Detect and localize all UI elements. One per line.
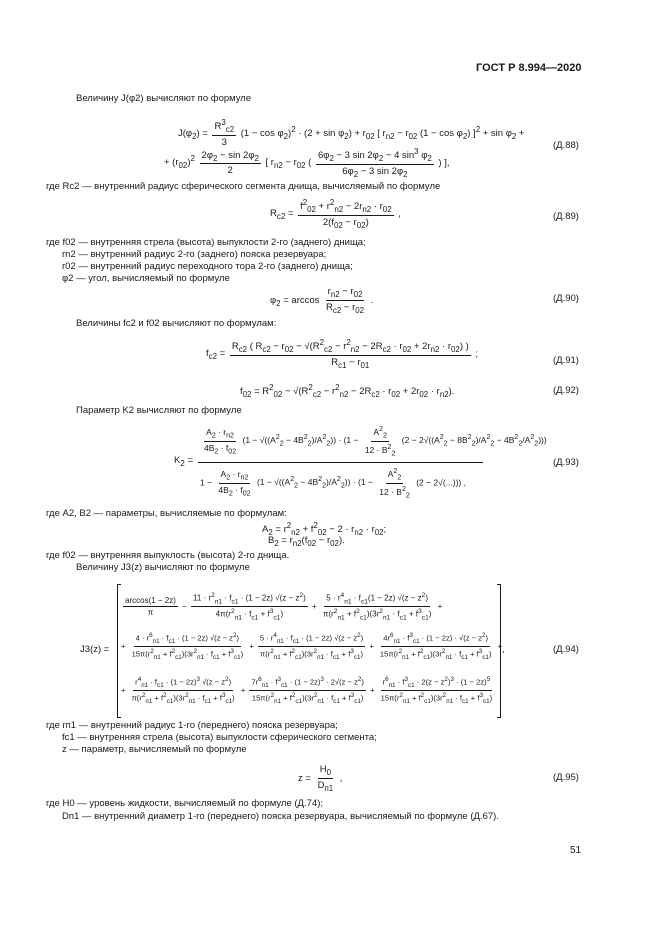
paragraph-dp1: Dп1 — внутренний диаметр 1-го (переднего) пояска резервуара, вычисляемый по формуле (Д.67).	[62, 811, 499, 822]
formula-d93-fraction-bar	[198, 462, 483, 463]
paragraph-intro-j: Величину J(φ2) вычисляют по формуле	[76, 93, 252, 104]
paragraph-fc2-f02: Величины fc2 и f02 вычисляют по формулам:	[76, 318, 277, 329]
equation-number-d91: (Д.91)	[553, 355, 579, 366]
equation-number-d94: (Д.94)	[553, 644, 579, 655]
paragraph-k2: Параметр K2 вычисляют по формуле	[76, 405, 242, 416]
equation-number-d89: (Д.89)	[553, 211, 579, 222]
paragraph-rp1: где rп1 — внутренний радиус 1-го (переднего) пояска резервуара;	[46, 720, 338, 731]
formula-d94-row3: + $\frac{r^4_{п1} \cdot f_{c1} \cdot (1 - 2z)^3 √(z - z^2)}{\pi(r^2_{п1} + f^2_{c1})(3r^2_{п1} \cdot f_{c1} + f^3_{c1})}$ + $\frac{7r^6_{п1} \cdot f^3_{c1} \cdot (1 - 2z)^3 \cdot 2√(z - z^2)}{15\pi(r^2_{п1} + f^2_{c1})(3r^2_{п1} \cdot f_{c1} + f^3_{c1})}$ + $\frac{r^6_{п1} \cdot f^3_{c1} \cdot 2(z - z^2)^3 \cdot (1 - 2z)^5}{15\pi(r^2_{п1} + f^2_{c1})(3r^2_{п1} \cdot f_{c1} + f^3_{c1})}$	[121, 676, 493, 706]
formula-d88-line1: $J(\varphi_2)$ = $\frac{R^3_{c2}}{3}$ $(1 - \cos \varphi_2)^2 \cdot (2 + \sin \varphi_2) + r_{02}$ [ $r_{n2} - r_{02}$ $(1 - \cos \varphi_2)$ ]$^2 + \sin \varphi_2$ +	[178, 118, 525, 149]
formula-d93-denominator: 1 − $\frac{A_2 \cdot r_{n2}}{4B_2 \cdot f_{02}}$ $(1 - √((A^2_2 - 4B^2_2)/A^2_2)) \cdot (1$ − $\frac{A^2_2}{12 \cdot B^2_2}$ (2 − 2√(...))) ,	[200, 467, 466, 500]
formula-d94-comma: ,	[502, 644, 505, 655]
equation-number-d90: (Д.90)	[553, 293, 579, 304]
standard-header: ГОСТ Р 8.994—2020	[476, 62, 582, 74]
paragraph-a2-b2: где A2, B2 — параметры, вычисляемые по формулам:	[46, 508, 287, 519]
paragraph-r02: r02 — внутренний радиус переходного тора 2-го (заднего) днища;	[62, 261, 353, 272]
formula-d89: $R_{c2}$ = $\frac{f^2_{02} + r^2_{n2} - 2r_{n2} \cdot r_{02}}{2(f_{02} - r_{02})}$ ,	[270, 198, 401, 230]
paragraph-z: z — параметр, вычисляемый по формуле	[62, 744, 247, 755]
formula-d92: $f_{02} = R^2_{02} - √(R^2_{c2} - r^2_{n2} - 2R_{c2} \cdot r_{02} + 2r_{02} \cdot r_{n2})$.	[240, 383, 455, 400]
formula-d93-lhs: $K_2$ =	[174, 455, 193, 468]
formula-d95: z = $\frac{H_0}{D_{п1}}$ ,	[298, 764, 343, 793]
formula-d93-numerator: $\frac{A_2 \cdot r_{n2}}{4B_2 \cdot f_{02}}$ $(1 - √((A^2_2 - 4B^2_2)/A^2_2)) \cdot (1$ − $\frac{A^2_2}{12 \cdot B^2_2}$ $(2 - 2√((A^2_2 - 8B^2_2)/A^2_2 - 4B^2_2/A^2_2))$)	[204, 425, 547, 458]
paragraph-phi2: φ2 — угол, вычисляемый по формуле	[62, 273, 230, 284]
equation-number-d88: (Д.88)	[553, 140, 579, 151]
paragraph-j3: Величину J3(z) вычисляют по формуле	[76, 562, 250, 573]
paragraph-fc1: fc1 — внутренняя стрела (высота) выпуклости сферического сегмента;	[62, 732, 377, 743]
equation-number-d93: (Д.93)	[553, 457, 579, 468]
formula-d90: $\varphi_2 = \arccos$ $\frac{r_{n2} - r_{02}}{R_{c2} - r_{02}}$ .	[270, 286, 374, 315]
equation-number-d95: (Д.95)	[553, 772, 579, 783]
page-number: 51	[570, 845, 582, 856]
formula-d94-row1: $\frac{\arccos(1 - 2z)}{\pi}$ − $\frac{11 \cdot r^2_{п1} \cdot f_{c1} \cdot (1 - 2z) √(z - z^2)}{4\pi(r^2_{п1} \cdot f_{c1} + f^3_{c1})}$ + $\frac{5 \cdot r^4_{п1} \cdot f_{c1}(1 - 2z) √(z - z^2)}{\pi(r^2_{п1} + f^2_{c1})(3r^2_{п1} \cdot f_{c1} + f^3_{c1})}$ +	[125, 592, 443, 622]
formula-d91: $f_{c2}$ = $\frac{R_{c2} ( R_{c2} - r_{02} - √(R^2_{c2} - r^2_{n2} - 2R_{c2} \cdot r_{02} + 2r_{n2} \cdot r_{02}) )}{R_{c1} - r_{01}}$ ;	[206, 338, 479, 370]
formula-b2: $B_2 = r_{n2}(f_{02} - r_{02})$.	[268, 535, 345, 548]
paragraph-f02-convexity: где f02 — внутренняя выпуклость (высота) 2-го днища.	[46, 550, 290, 561]
formula-d94-row2: + $\frac{4 \cdot r^6_{п1} \cdot f_{c1} \cdot (1 - 2z) √(z - z^2)}{15\pi(r^2_{п1} + f^2_{c1})(3r^2_{п1} \cdot f_{c1} + f^3_{c1})}$ + $\frac{5 \cdot r^4_{п1} \cdot f_{c1} \cdot (1 - 2z) √(z - z^2)}{\pi(r^2_{п1} + f^2_{c1})(3r^2_{п1} \cdot f_{c1} + f^3_{c1})}$ + $\frac{4r^6_{п1} \cdot f^3_{c1} \cdot (1 - 2z) \cdot √(z - z^2)}{15\pi(r^2_{п1} + f^2_{c1})(3r^2_{п1} \cdot f_{c1} + f^3_{c1})}$ +	[121, 632, 503, 662]
paragraph-h0: где H0 — уровень жидкости, вычисляемый по формуле (Д.74);	[46, 798, 323, 809]
formula-a2: $A_2 = r^2_{n2} + f^2_{02} - 2 \cdot r_{n2} \cdot r_{02}$;	[262, 521, 387, 538]
paragraph-f02: где f02 — внутренняя стрела (высота) выпуклости 2-го (заднего) днища;	[46, 237, 366, 248]
equation-number-d92: (Д.92)	[553, 385, 579, 396]
paragraph-rc2: где Rc2 — внутренний радиус сферического сегмента днища, вычисляемый по формуле	[46, 181, 441, 192]
formula-d94-lhs: J3(z) =	[80, 644, 110, 655]
formula-d88-line2: + $(r_{02})^2$ $\frac{2\varphi_2 - \sin 2\varphi_2}{2}$ [ $r_{n2} - r_{02}$ ( $\frac{6\varphi_2 - 3 \sin 2\varphi_2 - 4 \sin^3 \varphi_2}{6\varphi_2 - 3 \sin 2\varphi_2}$ ) ],	[164, 147, 450, 179]
paragraph-rn2: rn2 — внутренний радиус 2-го (заднего) пояска резервуара;	[62, 249, 327, 260]
